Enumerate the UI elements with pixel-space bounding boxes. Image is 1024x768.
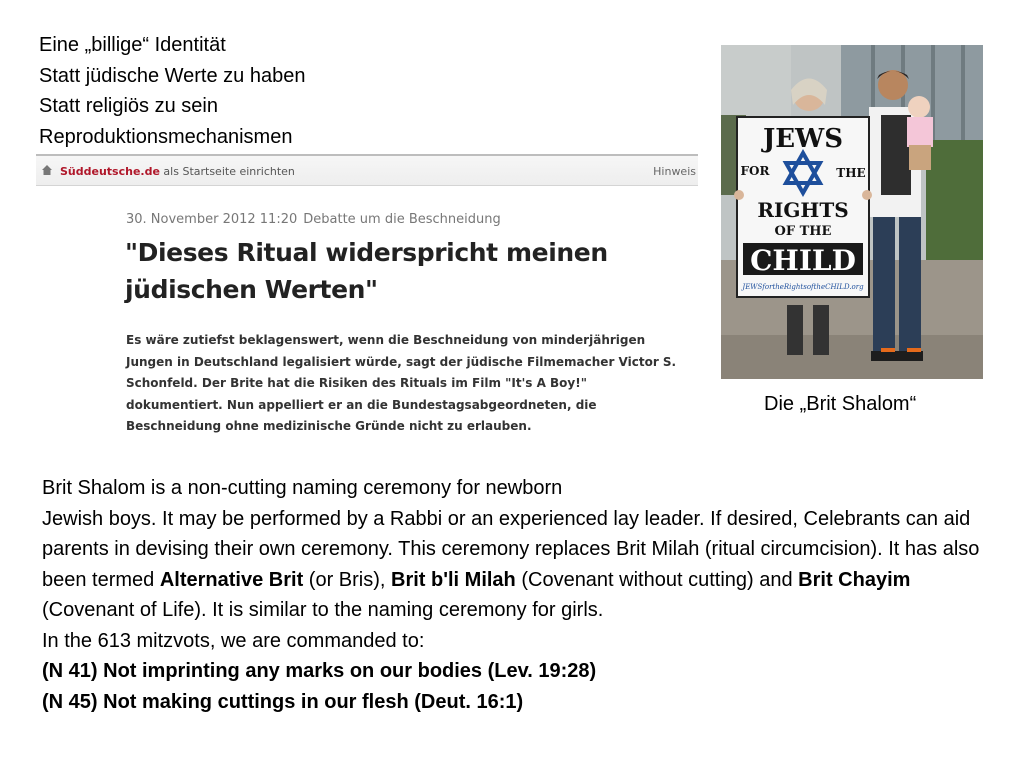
- article-topic: Debatte um die Beschneidung: [303, 212, 501, 227]
- article-headline: "Dieses Ritual widerspricht meinen jüdischen Werten": [125, 238, 608, 304]
- sentence-3: (or Bris),: [303, 568, 392, 591]
- sentence-1: Brit Shalom is a non-cutting naming ceremony for newborn: [42, 477, 563, 499]
- intro-line-1: Eine „billige“ Identität: [39, 34, 226, 56]
- home-icon: [41, 164, 53, 176]
- sign-word-the: THE: [836, 166, 866, 180]
- term-brit-chayim: Brit Chayim: [798, 568, 911, 591]
- newspaper-screenshot: [36, 154, 698, 442]
- set-homepage-link[interactable]: [60, 165, 295, 178]
- main-text: [42, 473, 1002, 717]
- sign-word-for: FOR: [740, 164, 770, 178]
- sign-word-rights: RIGHTS: [757, 198, 849, 222]
- paragraph-intro: [42, 473, 1002, 626]
- term-brit-bli-milah: Brit b'li Milah: [391, 568, 516, 591]
- intro-line-2: Statt jüdische Werte zu haben: [39, 64, 306, 87]
- article-teaser: Es wäre zutiefst beklagenswert, wenn die Beschneidung von minderjährigen Jungen in Deutschland legalisiert würde, sagt der jüdische Filmemacher Victor S. Schonfeld. Der Brite hat die Risiken des Rituals im Film "It's A Boy!" dokumentiert. Nun appelliert er an die Bundestagsabgeordneten, die Beschneidung ohne medizinische Gründe nicht zu erlauben.: [126, 333, 677, 433]
- article-date: 30. November 2012 11:20: [126, 212, 298, 227]
- sentence-2: Jewish boys. It may be performed by a Rabbi or an experienced lay leader. If desired, Celebrants can aid parents in devising their own ceremony. This ceremony replaces Brit Milah (ritual circumcision). It has also been termed: [42, 507, 980, 591]
- intro-lines: [39, 30, 305, 152]
- mitzvah-n41: (N 41) Not imprinting any marks on our bodies (Lev. 19:28): [42, 660, 597, 682]
- hint-link[interactable]: Hinweis: [653, 165, 696, 178]
- sign-word-jews: JEWS: [762, 124, 844, 154]
- protest-photo-image: [721, 45, 983, 379]
- sign-word-child: CHILD: [750, 244, 856, 277]
- sign-url: JEWSfortheRightsoftheCHILD.org: [742, 283, 864, 291]
- photo-caption: Die „Brit Shalom“: [764, 393, 917, 415]
- protest-photo: [721, 45, 983, 379]
- intro-line-3: Statt religiös zu sein: [39, 95, 218, 117]
- intro-line-4: Reproduktionsmechanismen: [39, 125, 293, 148]
- mitzvot-intro: In the 613 mitzvots, we are commanded to:: [42, 629, 425, 652]
- article-meta: [126, 212, 501, 227]
- sentence-4: (Covenant without cutting) and: [515, 568, 799, 591]
- term-alternative-brit: Alternative Brit: [159, 568, 304, 591]
- site-action: als Startseite einrichten: [159, 165, 295, 178]
- mitzvah-n45: (N 45) Not making cuttings in our flesh (Deut. 16:1): [42, 690, 524, 713]
- sentence-5: (Covenant of Life). It is similar to the naming ceremony for girls.: [42, 599, 604, 621]
- news-topbar: [36, 154, 698, 186]
- site-name: Süddeutsche.de: [60, 165, 160, 178]
- sign-word-of-the: OF THE: [774, 224, 832, 239]
